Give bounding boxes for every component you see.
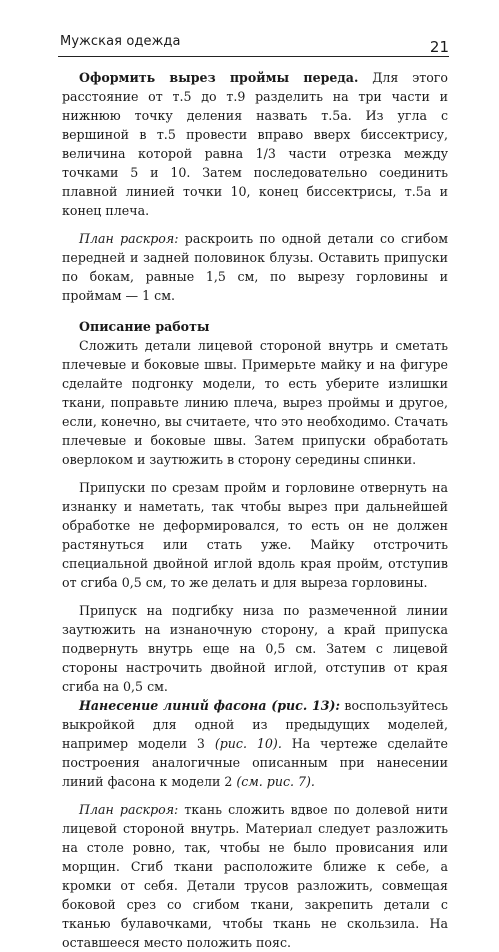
paragraph-armhole-finish: Припуски по срезам пройм и горловине отвернуть на изнанку и наметать, так чтобы вырез при дальнейшей обработке не деформировался, то есть он не должен растянуться или стать уже. Майку отстрочить специальной двойной иглой вдоль края пройм, отступив от сгиба 0,5 см, то же делать и для выреза горловины. [62,480,448,590]
paragraph-text: На чертеже сделайте построения аналогичные описанным при нанесении линий фасона к модели 2 [62,736,448,789]
paragraph-text: ткань сложить вдвое по долевой нити лицевой стороной внутрь. Материал следует разложить на столе ровно, так, чтобы не было провисания или морщин. Сгиб ткани расположите ближе к себе, а кромки от себя. Детали трусов разложить, совмещая боковой срез со сгибом ткани, закрепить детали с тканью булавочками, чтобы ткань не скользила. На оставшееся место положить пояс. [62,802,448,950]
paragraph-lead-bold: Оформить вырез проймы переда. [79,70,359,85]
paragraph-lead-italic: План раскроя: [79,802,179,817]
paragraph-lead-bold-italic: Нанесение линий фасона (рис. 13): [79,698,341,713]
paragraph-cutting-plan-2 [62,800,448,952]
paragraph-text: воспользуйтесь выкройкой для одной из предыдущих моделей, например модели 3 [62,698,448,751]
paragraph-text: раскроить по одной детали со сгибом передней и задней половинок блузы. Оставить припуски по бокам, равные 1,5 см, по вырезу горловины и проймам — 1 см. [62,231,448,303]
figure-reference: (см. рис. 7). [236,774,315,789]
paragraph-armhole [62,68,448,220]
section-title: Мужская одежда [60,34,181,49]
running-header [58,30,449,57]
page-body [62,68,448,952]
paragraph-lead-italic: План раскроя: [79,231,179,246]
paragraph-seams: Сложить детали лицевой стороной внутрь и сметать плечевые и боковые швы. Примерьте майку и на фигуре сделайте подгонку модели, то есть уберите излишки ткани, поправьте линию плеча, вырез проймы и другое, если, конечно, вы считаете, что это необходимо. Стачать плечевые и боковые швы. Затем припуски обработать оверлоком и заутюжить в сторону середины спинки. [62,338,448,467]
page-number: 21 [429,38,449,56]
paragraph-cutting-plan-1 [62,229,448,305]
paragraph-text: Для этого расстояние от т.5 до т.9 разделить на три части и нижнюю точку деления назвать т.5а. Из угла с вершиной в т.5 провести вправо вверх биссектрису, величина которой равна 1/3 части отрезка между точками 5 и 10. Затем последовательно соединить плавной линией точки 10, конец биссектрисы, т.5а и конец плеча. [62,70,448,218]
paragraph-style-lines [62,696,448,791]
figure-reference: (рис. 10). [214,736,282,751]
paragraph-hem: Припуск на подгибку низа по размеченной линии заутюжить на изнаночную сторону, а край припуска подвернуть внутрь еще на 0,5 см. Затем с лицевой стороны настрочить двойной иглой, отступив от края сгиба на 0,5 см. [62,603,448,694]
section-heading: Описание работы [79,319,210,334]
